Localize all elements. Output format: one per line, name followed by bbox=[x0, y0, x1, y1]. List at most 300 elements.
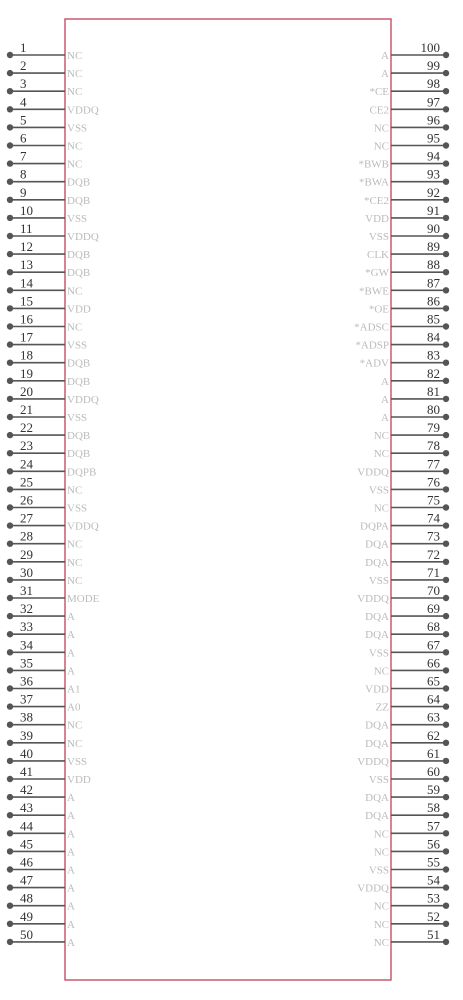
pin-terminal-dot bbox=[7, 758, 13, 764]
pin-number: 14 bbox=[20, 275, 33, 291]
pin-terminal-dot bbox=[443, 776, 449, 782]
pin-name: VDD bbox=[365, 683, 389, 696]
pin-terminal-dot bbox=[7, 667, 13, 673]
pin-number: 11 bbox=[20, 221, 33, 236]
pin-number: 19 bbox=[20, 365, 33, 381]
pin-terminal-dot bbox=[443, 160, 449, 166]
pin-number: 56 bbox=[427, 836, 440, 852]
pin-number: 64 bbox=[427, 691, 440, 707]
pin-number: 98 bbox=[427, 76, 440, 92]
pin-name: A bbox=[67, 665, 75, 678]
pin-name: NC bbox=[373, 122, 389, 135]
pin-terminal-dot bbox=[7, 52, 13, 58]
pin-terminal-dot bbox=[7, 233, 13, 239]
pin-number: 12 bbox=[20, 239, 33, 255]
pin-terminal-dot bbox=[443, 142, 449, 148]
pin-number: 18 bbox=[20, 347, 33, 363]
pin-terminal-dot bbox=[7, 341, 13, 347]
pin-number: 75 bbox=[427, 492, 440, 508]
pin-name: VDDQ bbox=[67, 393, 99, 406]
pin-terminal-dot bbox=[443, 215, 449, 221]
pin-terminal-dot bbox=[443, 450, 449, 456]
pin-terminal-dot bbox=[7, 70, 13, 76]
pin-terminal-dot bbox=[443, 667, 449, 673]
pin-name: VDDQ bbox=[357, 593, 389, 605]
pin-number: 58 bbox=[427, 800, 440, 816]
pin-terminal-dot bbox=[7, 577, 13, 583]
pin-number: 67 bbox=[427, 637, 440, 653]
pin-name: NC bbox=[373, 430, 389, 443]
pin-number: 84 bbox=[427, 329, 440, 345]
pin-number: 23 bbox=[20, 438, 33, 454]
pin-name: A bbox=[67, 611, 75, 624]
pin-terminal-dot bbox=[443, 595, 449, 601]
pin-terminal-dot bbox=[7, 450, 13, 456]
pin-name: A bbox=[381, 68, 389, 81]
pin-name: NC bbox=[67, 574, 83, 587]
pin-number: 43 bbox=[20, 800, 33, 816]
pin-terminal-dot bbox=[443, 903, 449, 909]
pin-terminal-dot bbox=[443, 830, 449, 836]
pin-terminal-dot bbox=[7, 360, 13, 366]
pin-number: 49 bbox=[20, 908, 33, 924]
pin-terminal-dot bbox=[7, 468, 13, 474]
pin-number: 52 bbox=[427, 908, 440, 924]
pin-name: ZZ bbox=[375, 701, 389, 714]
pin-name: VDDQ bbox=[67, 520, 99, 533]
pin-terminal-dot bbox=[7, 631, 13, 637]
pin-name: *CE bbox=[369, 86, 389, 99]
pin-name: *BWE bbox=[359, 285, 389, 298]
pin-number: 89 bbox=[427, 239, 440, 255]
pin-name: A bbox=[67, 936, 75, 949]
component-body bbox=[65, 19, 391, 980]
pin-number: 22 bbox=[20, 420, 33, 436]
pin-number: 5 bbox=[20, 112, 27, 128]
pin-terminal-dot bbox=[7, 722, 13, 728]
pin-number: 60 bbox=[427, 764, 440, 779]
pin-name: *BWA bbox=[359, 176, 389, 189]
pin-terminal-dot bbox=[443, 287, 449, 293]
pin-name: NC bbox=[67, 68, 83, 81]
pin-terminal-dot bbox=[7, 595, 13, 601]
pin-number: 32 bbox=[20, 601, 33, 617]
pin-name: VSS bbox=[368, 231, 389, 243]
pin-terminal-dot bbox=[7, 613, 13, 619]
pin-name: DQA bbox=[365, 719, 389, 732]
pin-number: 55 bbox=[427, 854, 440, 870]
pin-number: 74 bbox=[427, 510, 440, 526]
pin-name: DQA bbox=[365, 810, 389, 823]
pin-terminal-dot bbox=[7, 305, 13, 311]
pin-terminal-dot bbox=[7, 740, 13, 746]
pin-name: DQA bbox=[365, 629, 389, 642]
pin-terminal-dot bbox=[7, 939, 13, 945]
pin-name: VSS bbox=[368, 574, 389, 587]
pin-terminal-dot bbox=[443, 378, 449, 384]
pin-terminal-dot bbox=[7, 649, 13, 655]
pin-number: 51 bbox=[427, 926, 440, 942]
pin-number: 38 bbox=[20, 709, 33, 725]
pin-number: 1 bbox=[20, 40, 27, 55]
pin-name: A bbox=[381, 50, 389, 62]
pin-name: *ADSP bbox=[355, 339, 389, 352]
pin-number: 50 bbox=[20, 926, 33, 942]
pin-number: 39 bbox=[20, 727, 33, 743]
pin-terminal-dot bbox=[443, 305, 449, 311]
pin-number: 17 bbox=[20, 329, 33, 345]
pin-terminal-dot bbox=[443, 179, 449, 185]
pin-name: VSS bbox=[67, 122, 88, 135]
pin-name: NC bbox=[67, 737, 83, 750]
pin-name: VDD bbox=[67, 303, 91, 316]
pin-name: VSS bbox=[67, 339, 88, 352]
pin-number: 85 bbox=[427, 311, 440, 327]
pin-terminal-dot bbox=[443, 758, 449, 764]
pin-number: 21 bbox=[20, 402, 33, 417]
pin-name: CLK bbox=[367, 249, 389, 262]
pin-name: NC bbox=[67, 556, 83, 569]
pin-terminal-dot bbox=[7, 848, 13, 854]
pin-number: 40 bbox=[20, 745, 33, 761]
pin-number: 91 bbox=[427, 202, 440, 218]
pin-number: 57 bbox=[427, 818, 440, 834]
pin-name: VDDQ bbox=[357, 882, 389, 895]
pin-number: 66 bbox=[427, 655, 440, 671]
pin-name: NC bbox=[67, 538, 83, 551]
pin-number: 62 bbox=[427, 727, 440, 743]
pin-name: *ADV bbox=[359, 357, 389, 370]
pin-number: 78 bbox=[427, 438, 440, 454]
pin-number: 54 bbox=[427, 872, 440, 888]
pin-number: 7 bbox=[20, 148, 27, 164]
pin-name: NC bbox=[67, 158, 83, 171]
pin-name: VDDQ bbox=[357, 755, 389, 768]
pin-name: DQA bbox=[365, 538, 389, 551]
pin-number: 10 bbox=[20, 202, 33, 218]
pin-number: 71 bbox=[427, 564, 440, 580]
pin-terminal-dot bbox=[443, 269, 449, 275]
pin-terminal-dot bbox=[7, 541, 13, 547]
pin-terminal-dot bbox=[7, 794, 13, 800]
pin-terminal-dot bbox=[443, 468, 449, 474]
pin-terminal-dot bbox=[7, 866, 13, 872]
pin-terminal-dot bbox=[7, 215, 13, 221]
pin-terminal-dot bbox=[7, 486, 13, 492]
pin-name: A bbox=[381, 375, 389, 388]
pin-number: 29 bbox=[20, 546, 33, 562]
pin-name: DQB bbox=[67, 194, 91, 207]
pin-terminal-dot bbox=[443, 884, 449, 890]
pin-terminal-dot bbox=[443, 740, 449, 746]
pin-number: 76 bbox=[427, 474, 440, 490]
pin-name: *GW bbox=[365, 267, 389, 280]
pin-terminal-dot bbox=[443, 504, 449, 510]
pin-name: DQB bbox=[67, 375, 91, 388]
pin-number: 83 bbox=[427, 347, 440, 363]
pin-number: 63 bbox=[427, 709, 440, 725]
pin-1 bbox=[7, 40, 82, 62]
pin-name: NC bbox=[373, 448, 389, 461]
pin-terminal-dot bbox=[7, 559, 13, 565]
pin-terminal-dot bbox=[7, 432, 13, 438]
pin-number: 61 bbox=[427, 745, 440, 761]
pin-terminal-dot bbox=[7, 703, 13, 709]
pin-name: NC bbox=[67, 719, 83, 732]
pin-terminal-dot bbox=[443, 486, 449, 492]
pin-terminal-dot bbox=[443, 52, 449, 58]
pin-name: *BWB bbox=[358, 158, 389, 171]
pin-terminal-dot bbox=[443, 341, 449, 347]
pin-name: A bbox=[67, 918, 75, 931]
pin-name: DQB bbox=[67, 357, 91, 370]
pin-name: *CE2 bbox=[363, 194, 389, 207]
pin-name: DQB bbox=[67, 448, 91, 461]
pin-number: 45 bbox=[20, 836, 33, 852]
pin-name: DQB bbox=[67, 176, 91, 189]
pin-terminal-dot bbox=[7, 251, 13, 257]
pin-name: DQA bbox=[365, 556, 389, 569]
pin-terminal-dot bbox=[7, 504, 13, 510]
pin-name: CE2 bbox=[369, 104, 389, 117]
pin-number: 80 bbox=[427, 402, 440, 417]
pin-name: VSS bbox=[368, 864, 389, 877]
pin-terminal-dot bbox=[7, 903, 13, 909]
pin-name: NC bbox=[373, 828, 389, 841]
pin-terminal-dot bbox=[443, 70, 449, 76]
pin-number: 6 bbox=[20, 130, 27, 146]
pin-terminal-dot bbox=[7, 269, 13, 275]
pin-terminal-dot bbox=[443, 577, 449, 583]
pin-name: VDDQ bbox=[357, 466, 389, 479]
pin-number: 48 bbox=[20, 890, 33, 906]
pin-terminal-dot bbox=[7, 414, 13, 420]
pin-terminal-dot bbox=[443, 921, 449, 927]
pin-name: DQPA bbox=[360, 520, 389, 533]
pin-name: NC bbox=[373, 900, 389, 913]
pin-terminal-dot bbox=[443, 88, 449, 94]
pin-name: DQA bbox=[365, 792, 389, 805]
pin-name: VSS bbox=[67, 755, 88, 768]
pin-terminal-dot bbox=[443, 631, 449, 637]
pin-number: 77 bbox=[427, 456, 440, 472]
pin-name: *ADSC bbox=[354, 321, 389, 334]
pin-terminal-dot bbox=[443, 323, 449, 329]
pin-number: 34 bbox=[20, 637, 33, 653]
pin-terminal-dot bbox=[443, 360, 449, 366]
pin-terminal-dot bbox=[7, 830, 13, 836]
pin-number: 100 bbox=[420, 40, 440, 55]
pin-name: VSS bbox=[368, 647, 389, 660]
pin-number: 95 bbox=[427, 130, 440, 146]
pin-name: NC bbox=[67, 86, 83, 99]
pin-name: DQB bbox=[67, 430, 91, 443]
pin-number: 99 bbox=[427, 58, 440, 74]
pin-terminal-dot bbox=[7, 323, 13, 329]
pin-terminal-dot bbox=[7, 921, 13, 927]
pin-number: 37 bbox=[20, 691, 33, 707]
pin-terminal-dot bbox=[7, 160, 13, 166]
pin-number: 41 bbox=[20, 764, 33, 779]
pin-name: NC bbox=[67, 285, 83, 298]
pin-number: 69 bbox=[427, 601, 440, 617]
pin-terminal-dot bbox=[7, 522, 13, 528]
pin-number: 59 bbox=[427, 782, 440, 798]
pin-name: A bbox=[67, 846, 75, 859]
pin-number: 44 bbox=[20, 818, 33, 834]
pin-number: 30 bbox=[20, 564, 33, 580]
pin-number: 26 bbox=[20, 492, 33, 508]
pin-number: 65 bbox=[427, 673, 440, 689]
pin-name: NC bbox=[373, 502, 389, 515]
pin-name: A bbox=[67, 864, 75, 877]
pin-name: DQA bbox=[365, 611, 389, 624]
pin-name: VSS bbox=[67, 502, 88, 515]
pin-number: 81 bbox=[427, 383, 440, 399]
pin-terminal-dot bbox=[443, 722, 449, 728]
pin-number: 97 bbox=[427, 94, 440, 110]
pin-number: 46 bbox=[20, 854, 33, 870]
pin-number: 36 bbox=[20, 673, 33, 689]
pin-number: 27 bbox=[20, 510, 33, 526]
pin-name: VDDQ bbox=[67, 104, 99, 117]
pin-name: NC bbox=[67, 321, 83, 334]
pin-terminal-dot bbox=[7, 88, 13, 94]
pin-name: VDDQ bbox=[67, 231, 99, 243]
pin-name: A bbox=[381, 412, 389, 424]
pin-terminal-dot bbox=[443, 812, 449, 818]
pin-number: 15 bbox=[20, 293, 33, 309]
pin-number: 25 bbox=[20, 474, 33, 490]
pin-terminal-dot bbox=[443, 559, 449, 565]
pin-terminal-dot bbox=[443, 414, 449, 420]
pin-name: A0 bbox=[67, 701, 81, 714]
pin-number: 73 bbox=[427, 528, 440, 544]
pin-number: 4 bbox=[20, 94, 27, 110]
pin-terminal-dot bbox=[443, 522, 449, 528]
pin-terminal-dot bbox=[443, 396, 449, 402]
pin-name: VSS bbox=[67, 212, 88, 225]
pin-terminal-dot bbox=[7, 197, 13, 203]
pin-number: 42 bbox=[20, 782, 33, 798]
pin-name: VSS bbox=[368, 484, 389, 497]
pin-name: A1 bbox=[67, 683, 81, 696]
pin-terminal-dot bbox=[443, 541, 449, 547]
pin-terminal-dot bbox=[443, 939, 449, 945]
pin-number: 79 bbox=[427, 420, 440, 436]
pin-terminal-dot bbox=[7, 776, 13, 782]
pin-terminal-dot bbox=[7, 179, 13, 185]
pin-name: VSS bbox=[67, 412, 88, 424]
pin-name: NC bbox=[373, 665, 389, 678]
pin-number: 24 bbox=[20, 456, 33, 472]
pin-name: NC bbox=[373, 140, 389, 153]
pin-number: 28 bbox=[20, 528, 33, 544]
pin-name: A bbox=[67, 810, 75, 823]
pin-terminal-dot bbox=[7, 142, 13, 148]
pin-name: DQPB bbox=[67, 466, 97, 479]
pin-terminal-dot bbox=[443, 649, 449, 655]
pin-number: 33 bbox=[20, 619, 33, 635]
pin-terminal-dot bbox=[7, 106, 13, 112]
pin-terminal-dot bbox=[7, 287, 13, 293]
pin-name: VSS bbox=[368, 774, 389, 786]
pin-terminal-dot bbox=[443, 432, 449, 438]
pin-number: 47 bbox=[20, 872, 33, 888]
pin-number: 90 bbox=[427, 221, 440, 236]
pin-name: DQB bbox=[67, 267, 91, 280]
pin-number: 31 bbox=[20, 583, 33, 598]
pin-terminal-dot bbox=[443, 251, 449, 257]
pin-terminal-dot bbox=[443, 197, 449, 203]
pin-terminal-dot bbox=[7, 378, 13, 384]
pin-number: 16 bbox=[20, 311, 33, 327]
pin-terminal-dot bbox=[443, 233, 449, 239]
pin-name: NC bbox=[373, 846, 389, 859]
pin-number: 72 bbox=[427, 546, 440, 562]
pin-terminal-dot bbox=[7, 685, 13, 691]
pin-number: 88 bbox=[427, 257, 440, 273]
pin-name: VDD bbox=[67, 774, 91, 786]
pin-number: 70 bbox=[427, 583, 440, 598]
pin-terminal-dot bbox=[7, 812, 13, 818]
pin-terminal-dot bbox=[443, 106, 449, 112]
pin-number: 9 bbox=[20, 184, 27, 200]
pin-number: 2 bbox=[20, 58, 27, 74]
pin-name: A bbox=[67, 900, 75, 913]
left-pin-group bbox=[7, 40, 100, 949]
pin-number: 96 bbox=[427, 112, 440, 128]
right-pin-group bbox=[354, 40, 449, 949]
pin-terminal-dot bbox=[443, 866, 449, 872]
pin-number: 3 bbox=[20, 76, 27, 92]
pin-number: 13 bbox=[20, 257, 33, 273]
pin-name: NC bbox=[67, 484, 83, 497]
pin-number: 86 bbox=[427, 293, 440, 309]
pin-number: 68 bbox=[427, 619, 440, 635]
pin-name: NC bbox=[373, 936, 389, 949]
pin-number: 92 bbox=[427, 184, 440, 200]
pin-name: NC bbox=[67, 50, 83, 62]
pin-name: A bbox=[67, 647, 75, 660]
pin-number: 82 bbox=[427, 365, 440, 381]
pin-terminal-dot bbox=[443, 685, 449, 691]
pin-number: 53 bbox=[427, 890, 440, 906]
pin-number: 20 bbox=[20, 383, 33, 399]
pin-number: 35 bbox=[20, 655, 33, 671]
pin-name: VDD bbox=[365, 212, 389, 225]
pin-name: DQA bbox=[365, 737, 389, 750]
pin-name: NC bbox=[67, 140, 83, 153]
pin-terminal-dot bbox=[7, 124, 13, 130]
pin-name: *OE bbox=[368, 303, 389, 316]
pin-terminal-dot bbox=[7, 396, 13, 402]
pin-number: 94 bbox=[427, 148, 440, 164]
pin-name: A bbox=[381, 393, 389, 406]
pin-name: NC bbox=[373, 918, 389, 931]
pin-name: A bbox=[67, 882, 75, 895]
pin-number: 93 bbox=[427, 166, 440, 182]
pin-name: A bbox=[67, 629, 75, 642]
pin-name: A bbox=[67, 792, 75, 805]
pin-terminal-dot bbox=[443, 794, 449, 800]
pin-name: A bbox=[67, 828, 75, 841]
pin-number: 87 bbox=[427, 275, 440, 291]
pin-terminal-dot bbox=[7, 884, 13, 890]
pin-terminal-dot bbox=[443, 124, 449, 130]
pin-terminal-dot bbox=[443, 848, 449, 854]
pin-name: MODE bbox=[67, 593, 100, 605]
